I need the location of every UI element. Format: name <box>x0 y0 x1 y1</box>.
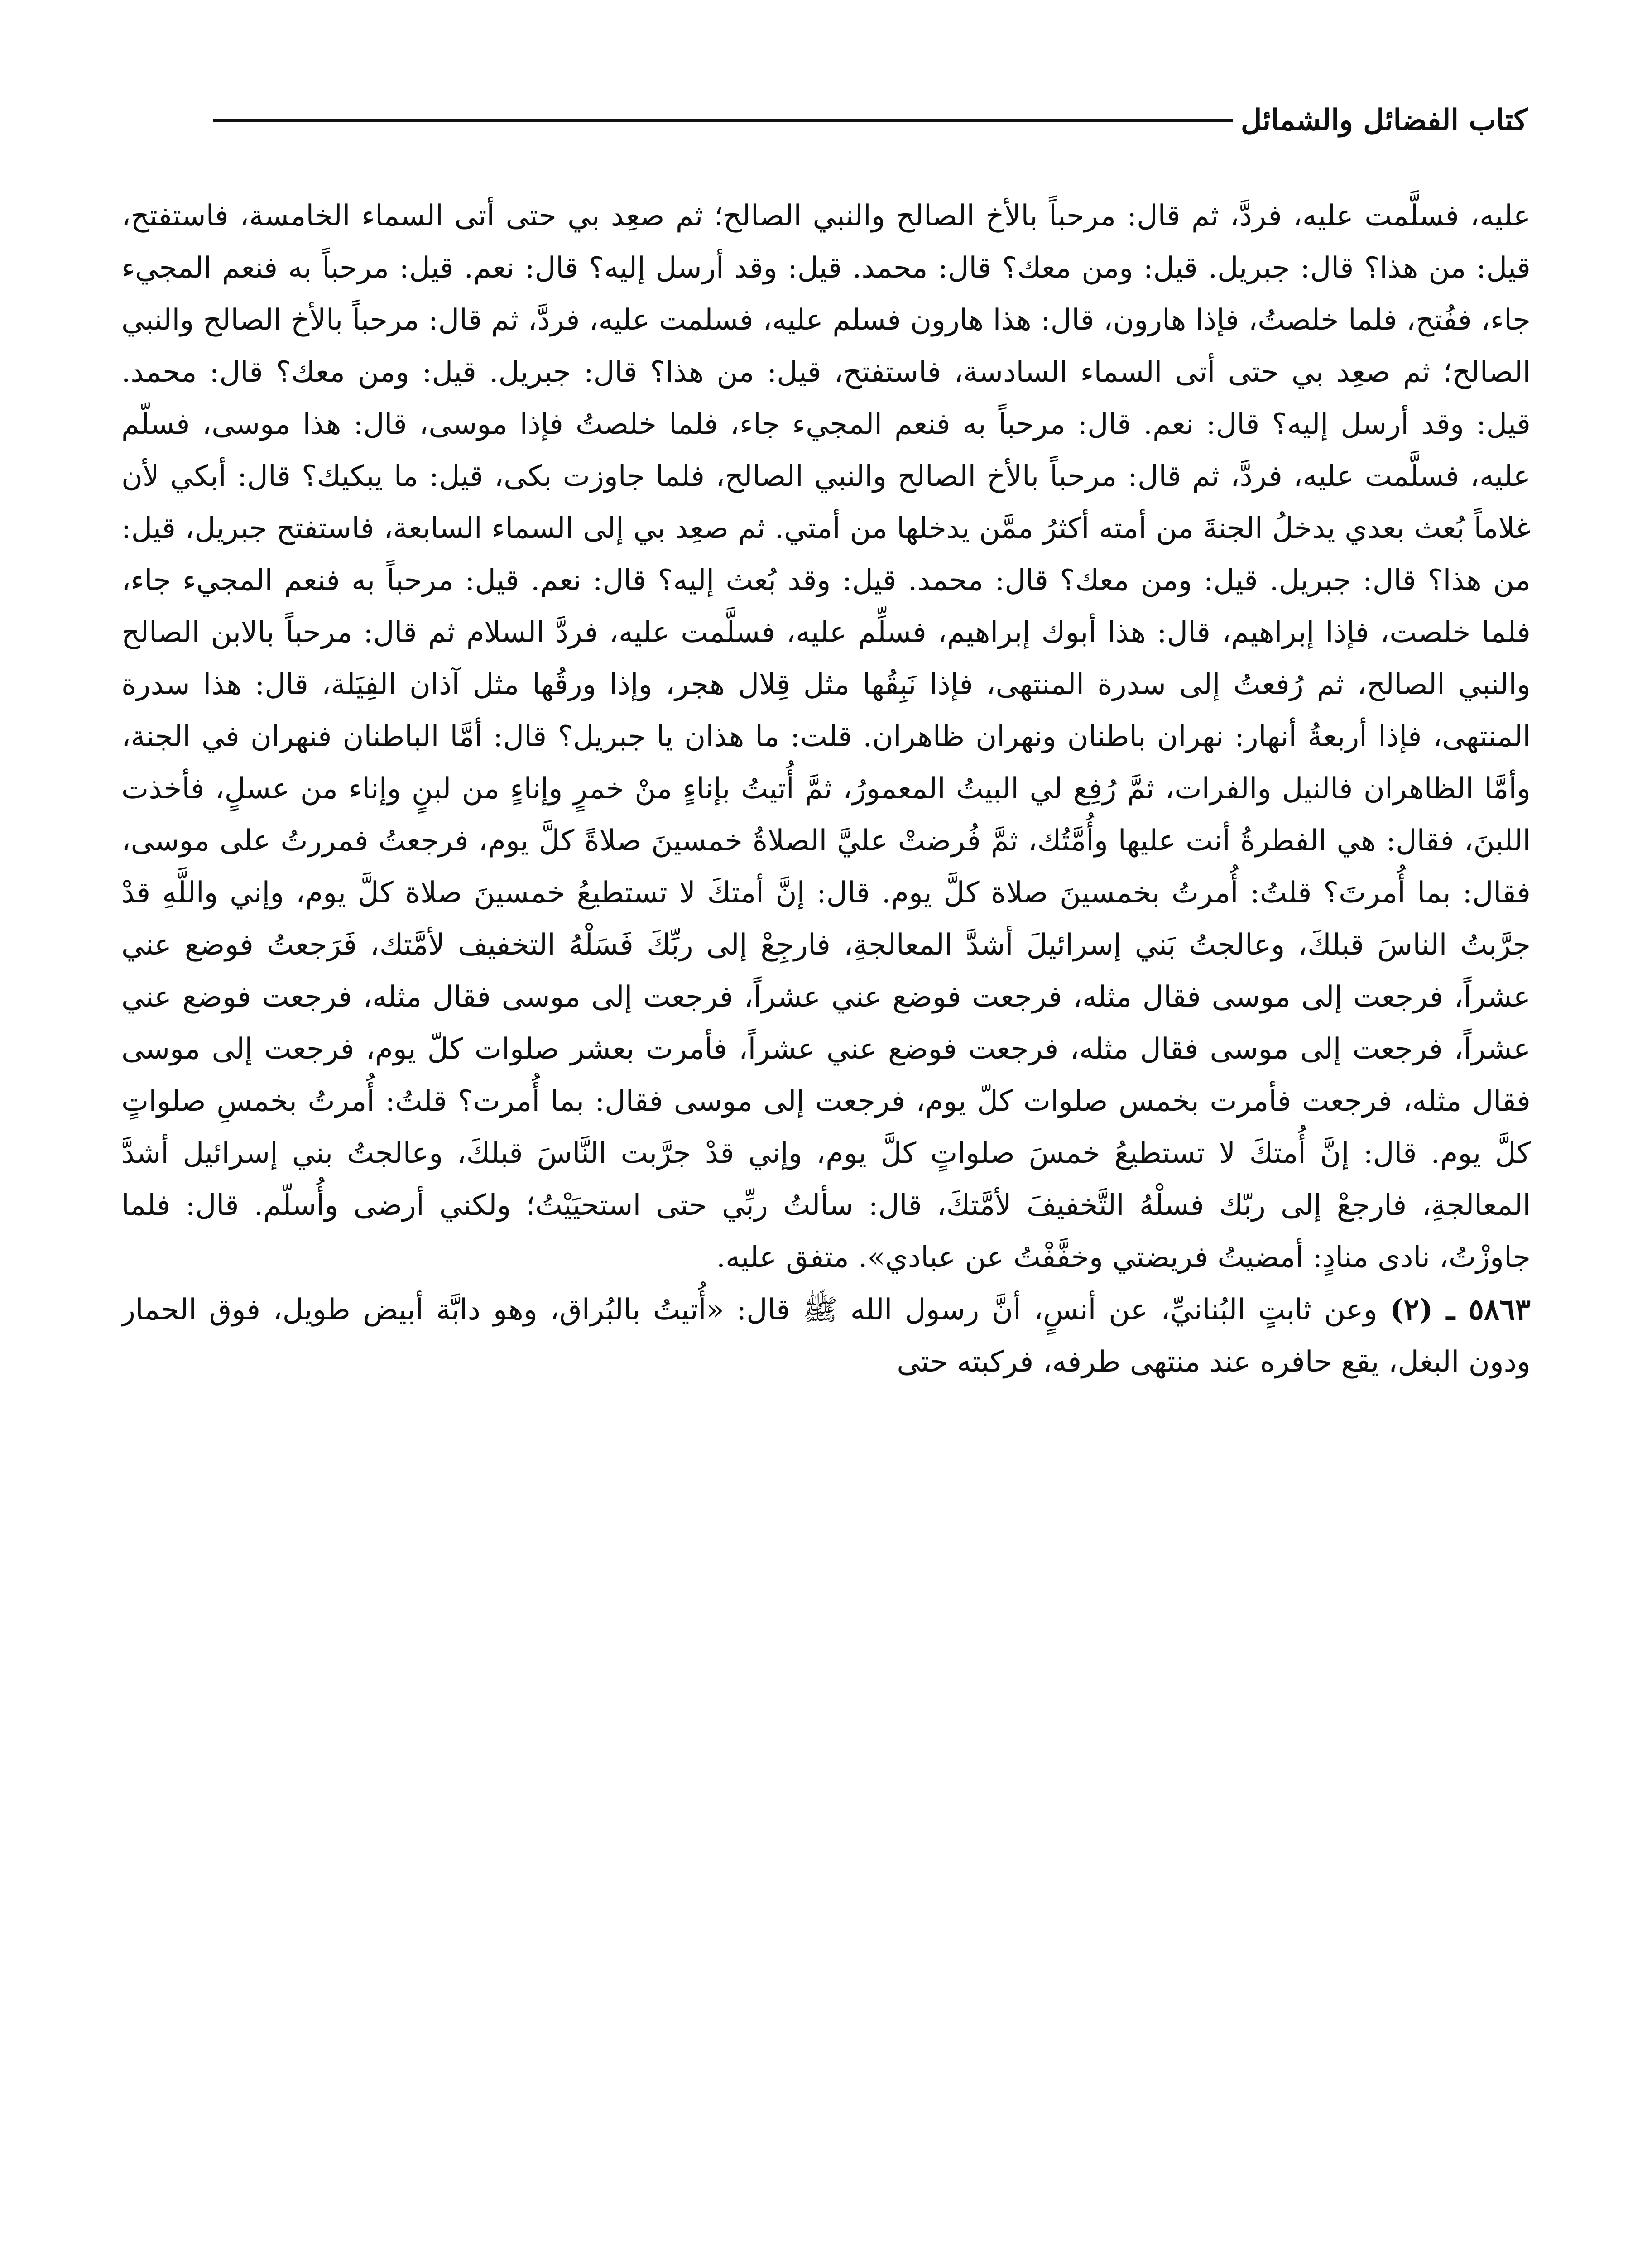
header-rule <box>213 119 1233 122</box>
running-header <box>213 93 1527 147</box>
hadith-number: ٥٨٦٣ ـ (٢) <box>1390 1293 1531 1327</box>
hadith-5863-text: وعن ثابتٍ البُنانيِّ، عن أنسٍ، أنَّ رسول الله ﷺ قال: «أُتيتُ بالبُراق، وهو دابَّة أبيض طويل، فوق الحمار ودون البغل، يقع حافره عند منتهى طرفه، فركبته حتى <box>121 1293 1531 1379</box>
main-text <box>121 190 1531 2264</box>
book-title: كتاب الفضائل والشمائل <box>1240 103 1527 137</box>
hadith-5863 <box>121 1284 1531 1388</box>
hadith-text-continued: عليه، فسلَّمت عليه، فردَّ، ثم قال: مرحباً بالأخ الصالح والنبي الصالح؛ ثم صعِد بي حتى أتى السماء الخامسة، فاستفتح، قيل: من هذا؟ قال: جبريل. قيل: ومن معك؟ قال: محمد. قيل: وقد أرسل إليه؟ قال: نعم. قيل: مرحباً به فنعم المجيء جاء، ففُتح، فلما خلصتُ، فإذا هارون، قال: هذا هارون فسلم عليه، فسلمت عليه، فردَّ، ثم قال: مرحباً بالأخ الصالح والنبي الصالح؛ ثم صعِد بي حتى أتى السماء السادسة، فاستفتح، قيل: من هذا؟ قال: جبريل. قيل: ومن معك؟ قال: محمد. قيل: وقد أرسل إليه؟ قال: نعم. قال: مرحباً به فنعم المجيء جاء، فلما خلصتُ فإذا موسى، قال: هذا موسى، فسلّم عليه، فسلَّمت عليه، فردَّ، ثم قال: مرحباً بالأخ الصالح والنبي الصالح، فلما جاوزت بكى، قيل: ما يبكيك؟ قال: أبكي لأن غلاماً بُعث بعدي يدخلُ الجنةَ من أمته أكثرُ ممَّن يدخلها من أمتي. ثم صعِد بي إلى السماء السابعة، فاستفتح جبريل، قيل: من هذا؟ قال: جبريل. قيل: ومن معك؟ قال: محمد. قيل: وقد بُعث إليه؟ قال: نعم. قيل: مرحباً به فنعم المجيء جاء، فلما خلصت، فإذا إبراهيم، قال: هذا أبوك إبراهيم، فسلِّم عليه، فسلَّمت عليه، فردَّ السلام ثم قال: مرحباً بالابن الصالح والنبي الصالح، ثم رُفعتُ إلى سدرة المنتهى، فإذا نَبِقُها مثل قِلال هجر، وإذا ورقُها مثل آذان الفِيَلة، قال: هذا سدرة المنتهى، فإذا أربعةُ أنهار: نهران باطنان ونهران ظاهران. قلت: ما هذان يا جبريل؟ قال: أمَّا الباطنان فنهران في الجنة، وأمَّا الظاهران فالنيل والفرات، ثمَّ رُفِع لي البيتُ المعمورُ، ثمَّ أُتيتُ بإناءٍ منْ خمرٍ وإناءٍ من لبنٍ وإناء من عسلٍ، فأخذت اللبنَ، فقال: هي الفطرةُ أنت عليها وأُمَّتُك، ثمَّ فُرضتْ عليَّ الصلاةُ خمسينَ صلاةً كلَّ يوم، فرجعتُ فمررتُ على موسى، فقال: بما أُمرتَ؟ قلتُ: أُمرتُ بخمسينَ صلاة كلَّ يوم. قال: إنَّ أمتكَ لا تستطيعُ خمسينَ صلاة كلَّ يوم، وإني واللَّهِ قدْ جرَّبتُ الناسَ قبلكَ، وعالجتُ بَني إسرائيلَ أشدَّ المعالجةِ، فارجِعْ إلى ربِّكَ فَسَلْهُ التخفيف لأمَّتك، فَرَجعتُ فوضع عني عشراً، فرجعت إلى موسى فقال مثله، فرجعت فوضع عني عشراً، فرجعت إلى موسى فقال مثله، فرجعت فوضع عني عشراً، فرجعت إلى موسى فقال مثله، فرجعت فوضع عني عشراً، فأمرت بعشر صلوات كلّ يوم، فرجعت إلى موسى فقال مثله، فرجعت فأمرت بخمس صلوات كلّ يوم، فرجعت إلى موسى فقال: بما أُمرت؟ قلتُ: أُمرتُ بخمسِ صلواتٍ كلَّ يوم. قال: إنَّ أُمتكَ لا تستطيعُ خمسَ صلواتٍ كلَّ يوم، وإني قدْ جرَّبت النَّاسَ قبلكَ، وعالجتُ بني إسرائيل أشدَّ المعالجةِ، فارجعْ إلى ربّك فسلْهُ التَّخفيفَ لأمَّتكَ، قال: سألتُ ربِّي حتى استحيَيْتُ؛ ولكني أرضى وأُسلّم. قال: فلما جاوزْتُ، نادى منادٍ: أمضيتُ فريضتي وخفَّفْتُ عن عبادي». متفق عليه. <box>121 199 1531 1274</box>
